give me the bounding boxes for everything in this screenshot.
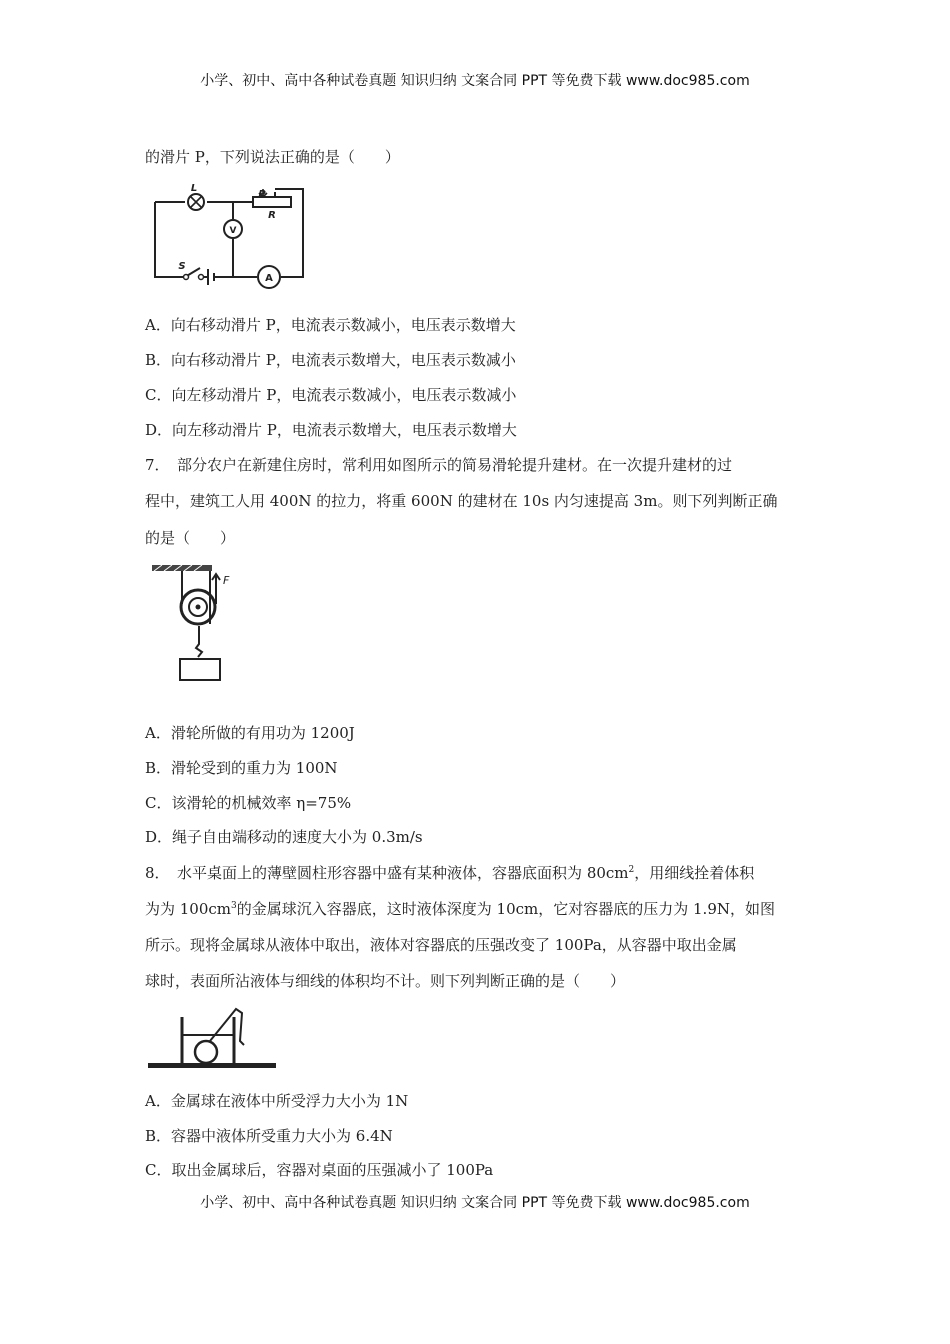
q7-option-d: D．绳子自由端移动的速度大小为 0.3m/s bbox=[145, 828, 423, 846]
label-ammeter: A bbox=[265, 273, 273, 284]
q6-option-b: B．向右移动滑片 P，电流表示数增大，电压表示数减小 bbox=[145, 351, 516, 369]
q8-stem-line-1: 8． 水平桌面上的薄壁圆柱形容器中盛有某种液体，容器底面积为 $80cm^2$，用细线拴着体积 bbox=[145, 864, 755, 882]
q8-option-a: A．金属球在液体中所受浮力大小为 1N bbox=[145, 1092, 409, 1110]
metal-ball-icon bbox=[195, 1041, 217, 1063]
q8-option-c: C．取出金属球后，容器对桌面的压强减小了 100Pa bbox=[145, 1161, 494, 1179]
q7-option-a: A．滑轮所做的有用功为 1200J bbox=[145, 724, 355, 742]
label-switch: S bbox=[178, 261, 186, 272]
page-header: 小学、初中、高中各种试卷真题 知识归纳 文案合同 PPT 等免费下载 www.doc985.com bbox=[200, 73, 750, 89]
q7-stem-line-2: 程中，建筑工人用 400N 的拉力，将重 600N 的建材在 10s 内匀速提高 3m。则下列判断正确 bbox=[145, 492, 778, 510]
q7-option-c: C．该滑轮的机械效率 η=75% bbox=[145, 794, 352, 812]
q7-pulley-figure bbox=[150, 562, 240, 684]
load-block bbox=[180, 659, 220, 680]
label-resistor: R bbox=[268, 210, 276, 221]
q8-stem-line-4: 球时，表面所沾液体与细线的体积均不计。则下列判断正确的是（ ） bbox=[145, 972, 626, 990]
page-footer: 小学、初中、高中各种试卷真题 知识归纳 文案合同 PPT 等免费下载 www.doc985.com bbox=[200, 1195, 750, 1211]
q7-stem-line-1: 7． 部分农户在新建住房时，常利用如图所示的简易滑轮提升建材。在一次提升建材的过 bbox=[145, 456, 733, 474]
q6-option-c: C．向左移动滑片 P，电流表示数减小，电压表示数减小 bbox=[145, 386, 517, 404]
q6-circuit-figure bbox=[145, 182, 315, 294]
q6-stem-tail: 的滑片 P，下列说法正确的是（ ） bbox=[145, 148, 400, 166]
label-force: F bbox=[223, 574, 230, 587]
q8-option-b: B．容器中液体所受重力大小为 6.4N bbox=[145, 1127, 393, 1145]
label-slider: P bbox=[258, 189, 266, 200]
q6-option-d: D．向左移动滑片 P，电流表示数增大，电压表示数增大 bbox=[145, 421, 517, 439]
q7-option-b: B．滑轮受到的重力为 100N bbox=[145, 759, 338, 777]
q8-stem-line-2: 为为 $100cm^3$的金属球沉入容器底，这时液体深度为 10cm，它对容器底的压力为 1.9N，如图 bbox=[145, 900, 775, 918]
q8-container-figure bbox=[148, 1005, 278, 1073]
q7-stem-line-3: 的是（ ） bbox=[145, 529, 236, 547]
q8-stem-line-3: 所示。现将金属球从液体中取出，液体对容器底的压强改变了 100Pa，从容器中取出金属 bbox=[145, 936, 737, 954]
label-voltmeter: V bbox=[229, 226, 237, 236]
label-lamp: L bbox=[190, 183, 198, 194]
q6-option-a: A．向右移动滑片 P，电流表示数减小，电压表示数增大 bbox=[145, 316, 516, 334]
